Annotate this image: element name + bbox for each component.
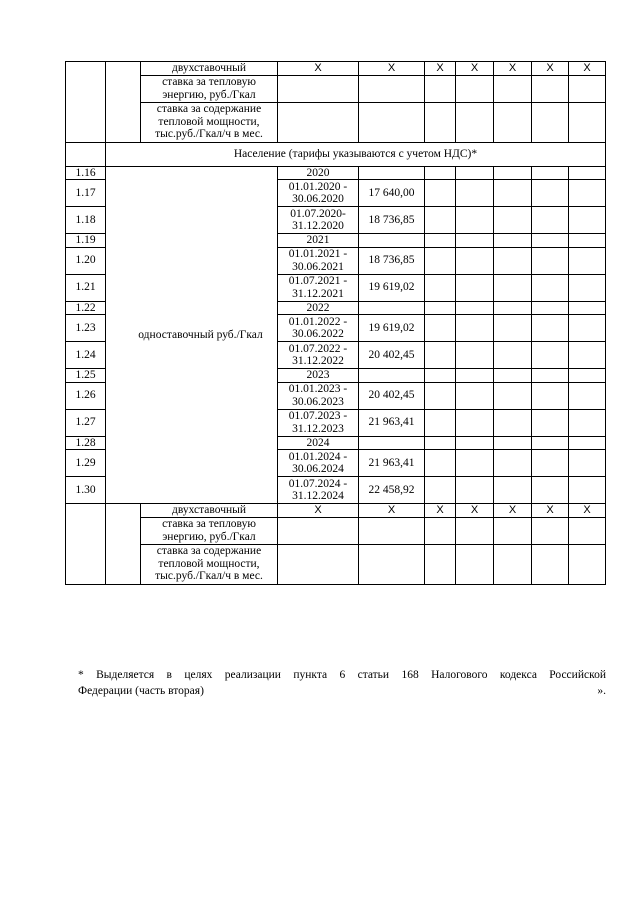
empty-cell — [425, 274, 456, 301]
empty-cell — [494, 180, 532, 207]
x-cell: Х — [569, 504, 606, 518]
row-number: 1.19 — [66, 234, 106, 248]
x-cell: Х — [456, 62, 494, 76]
x-cell: Х — [456, 504, 494, 518]
tariff-value — [359, 436, 425, 450]
row-number: 1.16 — [66, 166, 106, 180]
period-cell: 01.07.2020- 31.12.2020 — [278, 207, 359, 234]
empty-num-cell — [66, 62, 106, 143]
empty-cell — [494, 342, 532, 369]
empty-cell — [456, 382, 494, 409]
tariff-value: 20 402,45 — [359, 382, 425, 409]
empty-cell — [456, 247, 494, 274]
row-number: 1.29 — [66, 450, 106, 477]
period-cell: 2024 — [278, 436, 359, 450]
row-number: 1.20 — [66, 247, 106, 274]
empty-cell — [456, 207, 494, 234]
period-cell: 01.07.2024 - 31.12.2024 — [278, 477, 359, 504]
period-cell: 2023 — [278, 369, 359, 383]
empty-cell — [494, 247, 532, 274]
tariff-value — [359, 301, 425, 315]
x-cell: Х — [532, 504, 569, 518]
empty-num-cell — [66, 504, 106, 585]
empty-cell — [532, 342, 569, 369]
empty-cell — [569, 166, 606, 180]
row-number: 1.24 — [66, 342, 106, 369]
empty-cell — [456, 301, 494, 315]
period-cell: 01.01.2024 - 30.06.2024 — [278, 450, 359, 477]
empty-cell — [532, 436, 569, 450]
empty-cell — [569, 477, 606, 504]
empty-cell — [106, 62, 141, 143]
empty-cell — [456, 369, 494, 383]
one-part-label — [106, 166, 278, 504]
empty-cell — [532, 409, 569, 436]
empty-cell — [494, 382, 532, 409]
empty-cell — [425, 166, 456, 180]
period-cell: 01.07.2023 - 31.12.2023 — [278, 409, 359, 436]
empty-cell — [494, 315, 532, 342]
period-cell: 01.01.2021 - 30.06.2021 — [278, 247, 359, 274]
tariff-value — [359, 166, 425, 180]
empty-cell — [456, 342, 494, 369]
tariff-value: 21 963,41 — [359, 409, 425, 436]
empty-cell — [569, 369, 606, 383]
footnote-closing: ». — [597, 685, 606, 697]
empty-cell — [494, 274, 532, 301]
tariff-value: 17 640,00 — [359, 180, 425, 207]
empty-cell — [569, 301, 606, 315]
empty-cell — [494, 207, 532, 234]
empty-cell — [456, 477, 494, 504]
empty-cell — [456, 166, 494, 180]
capacity-rate-label: ставка за содержание тепловой мощности, тыс.руб./Гкал/ч в мес. — [141, 102, 278, 142]
empty-cell — [569, 409, 606, 436]
x-cell: Х — [278, 504, 359, 518]
empty-cell — [425, 342, 456, 369]
empty-cell — [425, 207, 456, 234]
tariff-value: 19 619,02 — [359, 274, 425, 301]
empty-cell — [425, 180, 456, 207]
empty-cell — [494, 477, 532, 504]
x-cell: Х — [425, 62, 456, 76]
energy-rate-label: ставка за тепловую энергию, руб./Гкал — [141, 75, 278, 102]
row-number: 1.25 — [66, 369, 106, 383]
table-row — [66, 166, 606, 180]
tariff-table — [65, 61, 606, 585]
empty-cell — [425, 301, 456, 315]
row-number: 1.23 — [66, 315, 106, 342]
empty-cell — [494, 409, 532, 436]
tariff-value — [359, 234, 425, 248]
empty-cell — [106, 504, 141, 585]
empty-cell — [569, 450, 606, 477]
empty-cell — [532, 234, 569, 248]
empty-cell — [425, 247, 456, 274]
tariff-value: 19 619,02 — [359, 315, 425, 342]
empty-cell — [425, 450, 456, 477]
empty-cell — [425, 436, 456, 450]
empty-cell — [569, 180, 606, 207]
empty-cell — [494, 234, 532, 248]
empty-cell — [532, 166, 569, 180]
empty-cell — [532, 450, 569, 477]
row-number: 1.18 — [66, 207, 106, 234]
period-cell: 01.07.2021 - 31.12.2021 — [278, 274, 359, 301]
period-cell: 01.01.2020 - 30.06.2020 — [278, 180, 359, 207]
empty-cell — [425, 409, 456, 436]
two-part-label: двухставочный — [141, 62, 278, 76]
tariff-value: 21 963,41 — [359, 450, 425, 477]
row-number: 1.26 — [66, 382, 106, 409]
empty-num-cell — [66, 142, 106, 166]
population-block — [66, 142, 606, 166]
empty-cell — [532, 207, 569, 234]
empty-cell — [425, 382, 456, 409]
empty-cell — [532, 301, 569, 315]
empty-cell — [569, 342, 606, 369]
empty-cell — [569, 247, 606, 274]
empty-cell — [532, 369, 569, 383]
row-number: 1.17 — [66, 180, 106, 207]
empty-cell — [456, 315, 494, 342]
period-cell: 01.07.2022 - 31.12.2022 — [278, 342, 359, 369]
row-number: 1.22 — [66, 301, 106, 315]
empty-cell — [532, 315, 569, 342]
empty-cell — [456, 180, 494, 207]
empty-cell — [532, 180, 569, 207]
empty-cell — [425, 234, 456, 248]
empty-cell — [494, 369, 532, 383]
one-part-label-text: одноставочный руб./Гкал — [138, 328, 263, 341]
population-header: Население (тарифы указываются с учетом НДС)* — [106, 142, 606, 166]
empty-cell — [456, 234, 494, 248]
tariff-value: 18 736,85 — [359, 207, 425, 234]
x-cell: Х — [494, 62, 532, 76]
empty-cell — [569, 274, 606, 301]
empty-cell — [425, 315, 456, 342]
period-cell: 2020 — [278, 166, 359, 180]
x-cell: Х — [532, 62, 569, 76]
row-number: 1.30 — [66, 477, 106, 504]
period-cell: 2021 — [278, 234, 359, 248]
energy-rate-label: ставка за тепловую энергию, руб./Гкал — [141, 517, 278, 544]
empty-cell — [425, 477, 456, 504]
empty-cell — [532, 382, 569, 409]
x-cell: Х — [359, 504, 425, 518]
empty-cell — [494, 301, 532, 315]
row-number: 1.21 — [66, 274, 106, 301]
tariff-value — [359, 369, 425, 383]
period-cell: 2022 — [278, 301, 359, 315]
row-number: 1.28 — [66, 436, 106, 450]
empty-cell — [456, 409, 494, 436]
x-cell: Х — [425, 504, 456, 518]
empty-cell — [569, 315, 606, 342]
empty-cell — [532, 477, 569, 504]
period-cell: 01.01.2023 - 30.06.2023 — [278, 382, 359, 409]
empty-cell — [569, 234, 606, 248]
footnote-line-2 — [78, 684, 606, 699]
tariff-value: 22 458,92 — [359, 477, 425, 504]
tariff-value: 20 402,45 — [359, 342, 425, 369]
empty-cell — [569, 382, 606, 409]
empty-cell — [456, 436, 494, 450]
capacity-rate-label: ставка за содержание тепловой мощности, тыс.руб./Гкал/ч в мес. — [141, 544, 278, 584]
empty-cell — [425, 369, 456, 383]
empty-cell — [494, 166, 532, 180]
top-block — [66, 62, 606, 143]
empty-cell — [532, 274, 569, 301]
two-part-label: двухставочный — [141, 504, 278, 518]
footnote-line-1: * Выделяется в целях реализации пункта 6 статьи 168 Налогового кодекса Российской — [78, 669, 606, 681]
x-cell: Х — [494, 504, 532, 518]
period-cell: 01.01.2022 - 30.06.2022 — [278, 315, 359, 342]
empty-cell — [456, 450, 494, 477]
empty-cell — [569, 436, 606, 450]
empty-cell — [494, 450, 532, 477]
bottom-block — [66, 504, 606, 585]
empty-cell — [494, 436, 532, 450]
row-number: 1.27 — [66, 409, 106, 436]
x-cell: Х — [359, 62, 425, 76]
footnote-text: Федерации (часть вторая) — [78, 685, 204, 697]
empty-cell — [532, 247, 569, 274]
tariff-rows — [66, 166, 606, 504]
tariff-value: 18 736,85 — [359, 247, 425, 274]
empty-cell — [569, 207, 606, 234]
x-cell: Х — [569, 62, 606, 76]
x-cell: Х — [278, 62, 359, 76]
empty-cell — [456, 274, 494, 301]
